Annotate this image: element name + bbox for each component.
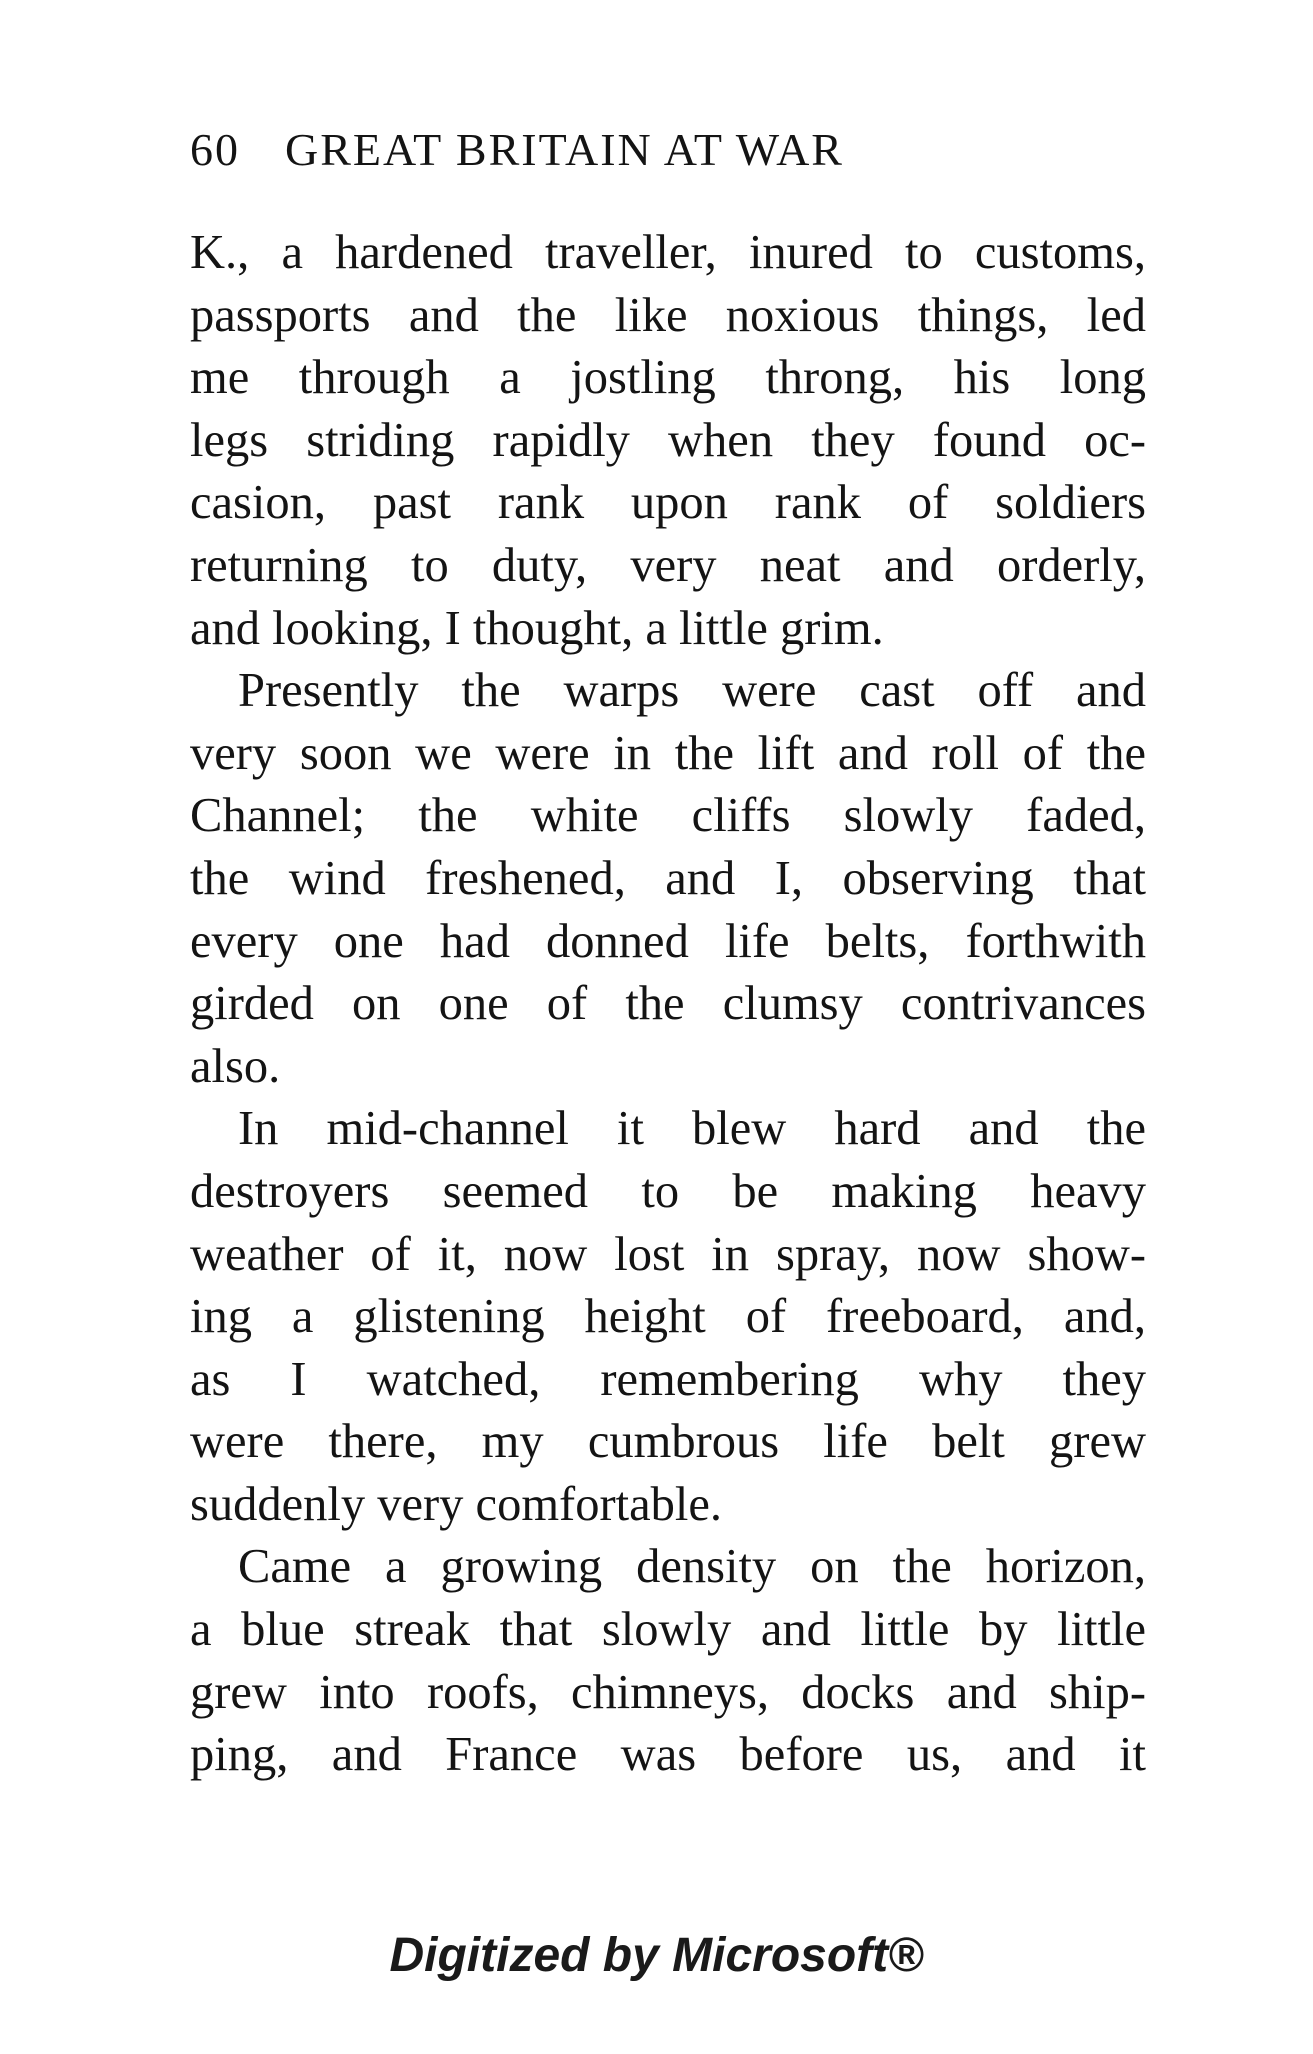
text-line: were there, my cumbrous life belt grew	[190, 1415, 1146, 1469]
paragraph	[190, 1536, 1146, 1786]
digitization-watermark: Digitized by Microsoft®	[389, 1929, 924, 1982]
text-line: casion, past rank upon rank of soldiers	[190, 476, 1146, 530]
page-number: 60	[190, 124, 240, 175]
text-line: and looking, I thought, a little grim.	[190, 601, 884, 655]
paragraph	[190, 222, 1146, 660]
text-line: also.	[190, 1039, 281, 1093]
text-line: weather of it, now lost in spray, now show-	[190, 1227, 1146, 1281]
text-line: the wind freshened, and I, observing that	[190, 851, 1146, 905]
text-line: ing a glistening height of freeboard, and,	[190, 1290, 1146, 1344]
paragraph	[190, 660, 1146, 1098]
text-line: very soon we were in the lift and roll of the	[190, 726, 1146, 780]
text-line: returning to duty, very neat and orderly,	[190, 538, 1146, 592]
text-line: suddenly very comfortable.	[190, 1477, 722, 1531]
text-line: Came a growing density on the horizon,	[238, 1540, 1146, 1594]
text-line: K., a hardened traveller, inured to customs,	[190, 226, 1146, 279]
text-line: Channel; the white cliffs slowly faded,	[190, 789, 1146, 843]
body-text	[190, 222, 1146, 1787]
text-line: legs striding rapidly when they found oc-	[190, 413, 1146, 467]
text-line: every one had donned life belts, forthwith	[190, 914, 1146, 968]
text-line: a blue streak that slowly and little by little	[190, 1603, 1146, 1657]
page-header	[190, 122, 844, 178]
text-line: Presently the warps were cast off and	[238, 664, 1146, 718]
text-line: me through a jostling throng, his long	[190, 351, 1146, 405]
text-line: girded on one of the clumsy contrivances	[190, 977, 1146, 1031]
text-line: ping, and France was before us, and it	[190, 1728, 1146, 1782]
text-line: as I watched, remembering why they	[190, 1352, 1146, 1406]
text-line: destroyers seemed to be making heavy	[190, 1164, 1146, 1218]
text-line: grew into roofs, chimneys, docks and ship-	[190, 1665, 1146, 1719]
running-title: GREAT BRITAIN AT WAR	[285, 124, 844, 175]
text-line: In mid-channel it blew hard and the	[238, 1102, 1146, 1156]
text-line: passports and the like noxious things, led	[190, 288, 1146, 342]
paragraph	[190, 1098, 1146, 1536]
